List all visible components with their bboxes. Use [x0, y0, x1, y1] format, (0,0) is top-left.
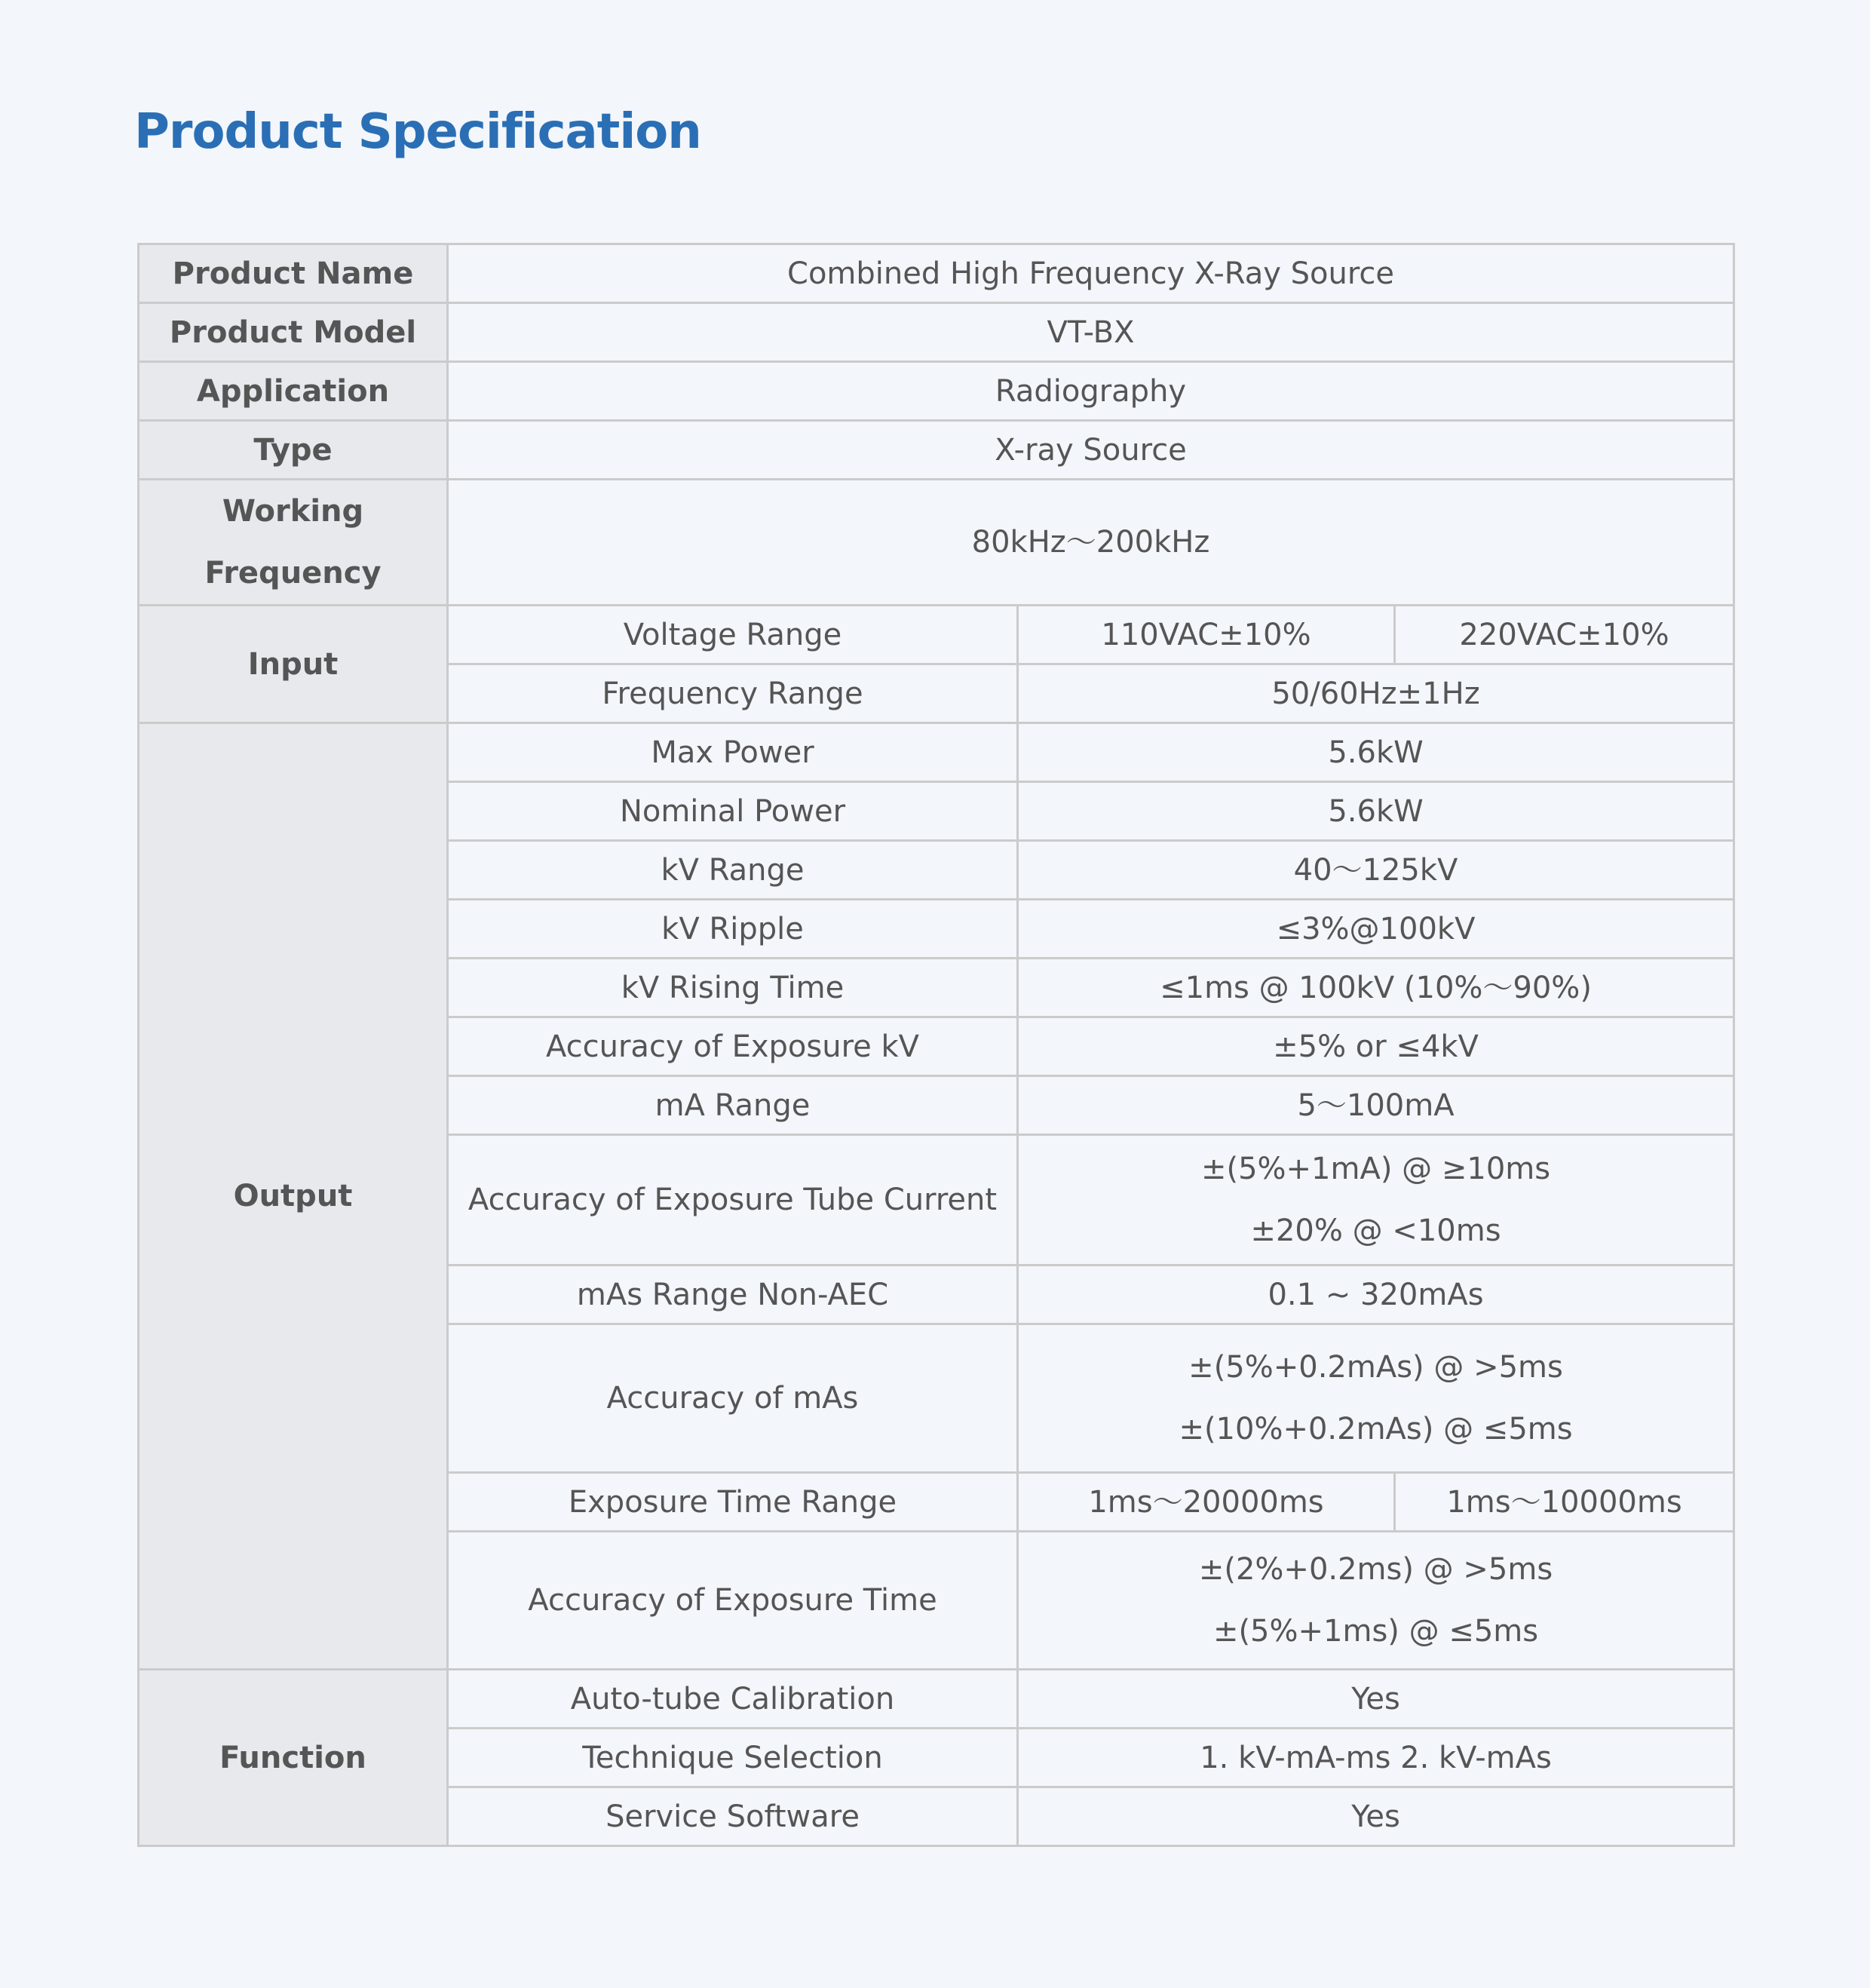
max-power-value: 5.6kW: [1018, 723, 1734, 782]
table-row: [139, 606, 1734, 664]
voltage-range-label: Voltage Range: [448, 606, 1018, 664]
voltage-range-value-a: 110VAC±10%: [1018, 606, 1395, 664]
kv-ripple-label: kV Ripple: [448, 900, 1018, 959]
max-power-label: Max Power: [448, 723, 1018, 782]
row-label-function: Function: [139, 1670, 448, 1846]
row-label-application: Application: [139, 362, 448, 421]
exposure-time-range-label: Exposure Time Range: [448, 1473, 1018, 1532]
service-software-label: Service Software: [448, 1787, 1018, 1846]
accuracy-tube-current-line1: ±(5%+1mA) @ ≥10ms: [1200, 1152, 1551, 1186]
mas-range-value: 0.1 ~ 320mAs: [1018, 1266, 1734, 1324]
working-frequency-value: 80kHz～200kHz: [448, 480, 1734, 606]
accuracy-tube-current-value: [1018, 1135, 1734, 1266]
accuracy-mas-label: Accuracy of mAs: [448, 1324, 1018, 1473]
technique-selection-label: Technique Selection: [448, 1729, 1018, 1787]
row-label-working-frequency: [139, 480, 448, 606]
auto-tube-calibration-label: Auto-tube Calibration: [448, 1670, 1018, 1729]
row-label-product-model: Product Model: [139, 303, 448, 362]
exposure-time-range-value-b: 1ms～10000ms: [1395, 1473, 1734, 1532]
kv-range-label: kV Range: [448, 841, 1018, 900]
table-row: [139, 362, 1734, 421]
nominal-power-label: Nominal Power: [448, 782, 1018, 841]
technique-selection-value: 1. kV-mA-ms 2. kV-mAs: [1018, 1729, 1734, 1787]
kv-rising-time-value: ≤1ms @ 100kV (10%～90%): [1018, 959, 1734, 1017]
accuracy-mas-line2: ±(10%+0.2mAs) @ ≤5ms: [1179, 1412, 1573, 1447]
accuracy-exposure-kv-value: ±5% or ≤4kV: [1018, 1017, 1734, 1076]
nominal-power-value: 5.6kW: [1018, 782, 1734, 841]
type-value: X-ray Source: [448, 421, 1734, 480]
accuracy-exposure-time-label: Accuracy of Exposure Time: [448, 1532, 1018, 1670]
spec-table: [137, 243, 1735, 1847]
ma-range-label: mA Range: [448, 1076, 1018, 1135]
accuracy-exposure-time-line2: ±(5%+1ms) @ ≤5ms: [1212, 1614, 1539, 1649]
table-row: [139, 480, 1734, 606]
exposure-time-range-value-a: 1ms～20000ms: [1018, 1473, 1395, 1532]
ma-range-value: 5～100mA: [1018, 1076, 1734, 1135]
row-label-product-name: Product Name: [139, 244, 448, 303]
accuracy-mas-line1: ±(5%+0.2mAs) @ >5ms: [1188, 1350, 1563, 1385]
kv-ripple-value: ≤3%@100kV: [1018, 900, 1734, 959]
frequency-range-value: 50/60Hz±1Hz: [1018, 664, 1734, 723]
row-label-type: Type: [139, 421, 448, 480]
table-row: [139, 723, 1734, 782]
application-value: Radiography: [448, 362, 1734, 421]
row-label-output: Output: [139, 723, 448, 1670]
table-row: [139, 303, 1734, 362]
product-name-value: Combined High Frequency X-Ray Source: [448, 244, 1734, 303]
page-title: Product Specification: [134, 104, 701, 160]
accuracy-exposure-kv-label: Accuracy of Exposure kV: [448, 1017, 1018, 1076]
accuracy-tube-current-line2: ±20% @ <10ms: [1250, 1213, 1501, 1248]
mas-range-label: mAs Range Non-AEC: [448, 1266, 1018, 1324]
kv-rising-time-label: kV Rising Time: [448, 959, 1018, 1017]
row-label-input: Input: [139, 606, 448, 723]
working-frequency-label-line2: Frequency: [204, 556, 382, 591]
kv-range-value: 40～125kV: [1018, 841, 1734, 900]
working-frequency-label-line1: Working: [222, 494, 364, 529]
accuracy-exposure-time-value: [1018, 1532, 1734, 1670]
auto-tube-calibration-value: Yes: [1018, 1670, 1734, 1729]
voltage-range-value-b: 220VAC±10%: [1395, 606, 1734, 664]
table-row: [139, 421, 1734, 480]
frequency-range-label: Frequency Range: [448, 664, 1018, 723]
accuracy-tube-current-label: Accuracy of Exposure Tube Current: [448, 1135, 1018, 1266]
accuracy-mas-value: [1018, 1324, 1734, 1473]
table-row: [139, 1670, 1734, 1729]
product-model-value: VT-BX: [448, 303, 1734, 362]
service-software-value: Yes: [1018, 1787, 1734, 1846]
accuracy-exposure-time-line1: ±(2%+0.2ms) @ >5ms: [1198, 1552, 1553, 1587]
table-row: [139, 244, 1734, 303]
